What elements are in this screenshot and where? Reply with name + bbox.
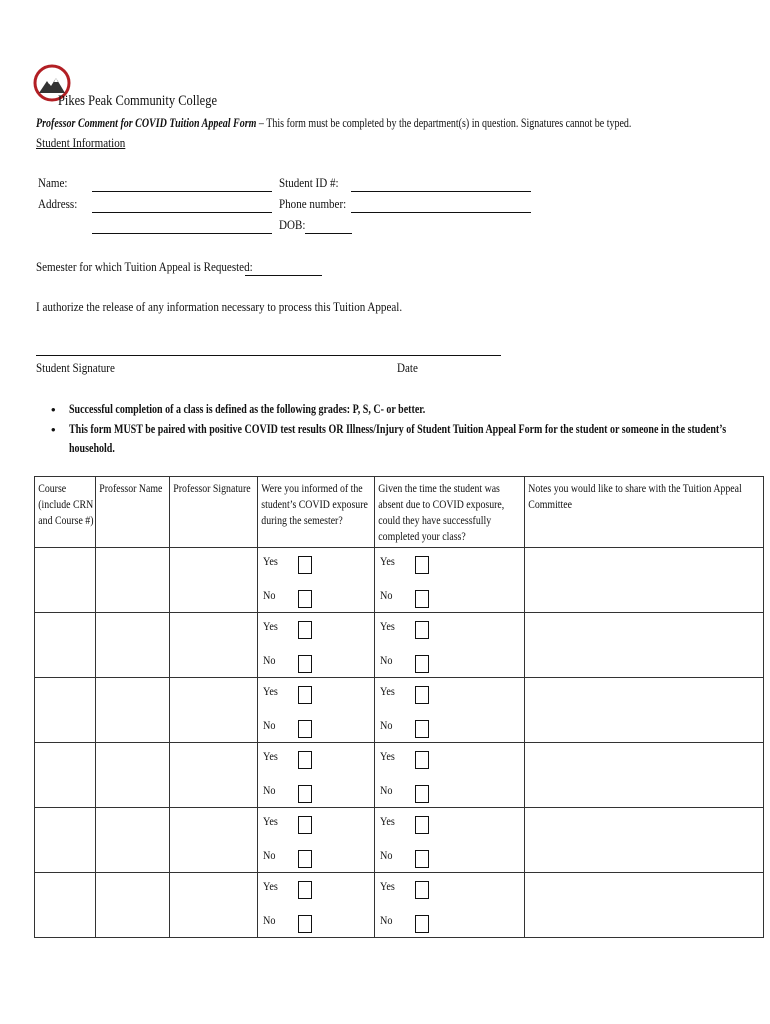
address-label: Address: xyxy=(38,196,78,211)
phone-label: Phone number: xyxy=(279,196,347,211)
no-checkbox[interactable] xyxy=(298,915,312,933)
could-complete-cell xyxy=(375,548,525,613)
table-header-row xyxy=(35,477,764,548)
no-checkbox[interactable] xyxy=(415,655,429,673)
informed-exposure-cell xyxy=(258,808,375,873)
yes-checkbox[interactable] xyxy=(415,751,429,769)
yes-label: Yes xyxy=(263,814,278,828)
no-checkbox[interactable] xyxy=(415,590,429,608)
header-could-complete: Given the time the student was absent due to COVID exposure, could they have successfully completed your class? xyxy=(375,477,525,548)
notes-cell[interactable] xyxy=(525,678,764,743)
could-complete-cell xyxy=(375,743,525,808)
notes-cell[interactable] xyxy=(525,743,764,808)
no-label: No xyxy=(263,783,276,797)
table-row xyxy=(35,678,764,743)
yes-checkbox[interactable] xyxy=(298,556,312,574)
date-label: Date xyxy=(397,360,418,375)
address-field-line1[interactable] xyxy=(92,212,272,213)
college-name: Pikes Peak Community College xyxy=(58,93,217,109)
bullet-text: This form MUST be paired with positive COVID test results OR Illness/Injury of Student Tuition Appeal Form for the student or someone in the student’s xyxy=(69,422,727,436)
course-table xyxy=(34,476,764,938)
phone-field[interactable] xyxy=(351,212,531,213)
header-professor-signature: Professor Signature xyxy=(170,477,258,548)
no-checkbox[interactable] xyxy=(298,590,312,608)
no-checkbox[interactable] xyxy=(415,915,429,933)
bullet-text: Successful completion of a class is defined as the following grades: P, S, C- or better. xyxy=(69,402,426,416)
header-professor-name: Professor Name xyxy=(96,477,170,548)
semester-field[interactable] xyxy=(245,275,322,276)
course-cell[interactable] xyxy=(35,743,96,808)
no-label: No xyxy=(380,783,393,797)
bullet-icon: • xyxy=(51,422,56,437)
professor-name-cell[interactable] xyxy=(96,548,170,613)
informed-exposure-cell xyxy=(258,873,375,938)
no-checkbox[interactable] xyxy=(415,785,429,803)
no-label: No xyxy=(380,718,393,732)
professor-name-cell[interactable] xyxy=(96,613,170,678)
no-checkbox[interactable] xyxy=(298,785,312,803)
professor-signature-cell[interactable] xyxy=(170,808,258,873)
no-checkbox[interactable] xyxy=(298,720,312,738)
yes-checkbox[interactable] xyxy=(298,621,312,639)
yes-label: Yes xyxy=(380,684,395,698)
dob-field[interactable] xyxy=(305,233,352,234)
no-label: No xyxy=(380,653,393,667)
yes-label: Yes xyxy=(263,554,278,568)
no-label: No xyxy=(263,848,276,862)
signature-label: Student Signature xyxy=(36,360,115,375)
no-label: No xyxy=(263,913,276,927)
professor-signature-cell[interactable] xyxy=(170,873,258,938)
student-id-label: Student ID #: xyxy=(279,175,339,190)
notes-cell[interactable] xyxy=(525,613,764,678)
could-complete-cell xyxy=(375,613,525,678)
notes-cell[interactable] xyxy=(525,873,764,938)
no-label: No xyxy=(380,848,393,862)
yes-label: Yes xyxy=(263,684,278,698)
professor-name-cell[interactable] xyxy=(96,873,170,938)
professor-signature-cell[interactable] xyxy=(170,613,258,678)
professor-name-cell[interactable] xyxy=(96,808,170,873)
form-title-bold: Professor Comment for COVID Tuition Appeal Form xyxy=(36,116,257,130)
yes-label: Yes xyxy=(380,879,395,893)
could-complete-cell xyxy=(375,873,525,938)
no-label: No xyxy=(263,718,276,732)
bullet-icon: • xyxy=(51,402,56,417)
yes-label: Yes xyxy=(380,619,395,633)
professor-signature-cell[interactable] xyxy=(170,743,258,808)
no-label: No xyxy=(380,913,393,927)
course-cell[interactable] xyxy=(35,873,96,938)
section-title-student-info: Student Information xyxy=(36,135,126,150)
no-checkbox[interactable] xyxy=(298,655,312,673)
informed-exposure-cell xyxy=(258,678,375,743)
yes-checkbox[interactable] xyxy=(298,686,312,704)
student-id-field[interactable] xyxy=(351,191,531,192)
professor-name-cell[interactable] xyxy=(96,678,170,743)
course-cell[interactable] xyxy=(35,613,96,678)
table-row xyxy=(35,548,764,613)
professor-signature-cell[interactable] xyxy=(170,548,258,613)
yes-label: Yes xyxy=(380,749,395,763)
form-title xyxy=(36,116,631,131)
informed-exposure-cell xyxy=(258,743,375,808)
no-checkbox[interactable] xyxy=(415,850,429,868)
could-complete-cell xyxy=(375,808,525,873)
form-title-instructions: – This form must be completed by the department(s) in question. Signatures cannot be typed. xyxy=(256,116,632,130)
no-checkbox[interactable] xyxy=(415,720,429,738)
notes-cell[interactable] xyxy=(525,808,764,873)
no-checkbox[interactable] xyxy=(298,850,312,868)
yes-label: Yes xyxy=(263,879,278,893)
dob-label: DOB: xyxy=(279,217,306,232)
notes-cell[interactable] xyxy=(525,548,764,613)
course-cell[interactable] xyxy=(35,548,96,613)
yes-checkbox[interactable] xyxy=(415,556,429,574)
header-notes: Notes you would like to share with the Tuition Appeal Committee xyxy=(525,477,764,548)
bullet-text-continued: household. xyxy=(69,441,115,455)
yes-label: Yes xyxy=(380,554,395,568)
header-course: Course (include CRN and Course #) xyxy=(35,477,96,548)
could-complete-cell xyxy=(375,678,525,743)
no-label: No xyxy=(263,653,276,667)
yes-checkbox[interactable] xyxy=(415,621,429,639)
informed-exposure-cell xyxy=(258,548,375,613)
address-field-line2[interactable] xyxy=(92,233,272,234)
yes-label: Yes xyxy=(263,749,278,763)
yes-checkbox[interactable] xyxy=(415,881,429,899)
header-informed-exposure: Were you informed of the student’s COVID exposure during the semester? xyxy=(258,477,375,548)
yes-checkbox[interactable] xyxy=(298,751,312,769)
table-row xyxy=(35,873,764,938)
authorization-text: I authorize the release of any information necessary to process this Tuition Appeal. xyxy=(36,299,403,314)
name-label: Name: xyxy=(38,175,68,190)
yes-label: Yes xyxy=(263,619,278,633)
semester-label: Semester for which Tuition Appeal is Requested: xyxy=(36,259,253,274)
yes-checkbox[interactable] xyxy=(298,816,312,834)
yes-checkbox[interactable] xyxy=(298,881,312,899)
yes-checkbox[interactable] xyxy=(415,816,429,834)
no-label: No xyxy=(263,588,276,602)
table-row xyxy=(35,613,764,678)
name-field[interactable] xyxy=(92,191,272,192)
course-cell[interactable] xyxy=(35,678,96,743)
informed-exposure-cell xyxy=(258,613,375,678)
yes-checkbox[interactable] xyxy=(415,686,429,704)
table-row xyxy=(35,808,764,873)
professor-signature-cell[interactable] xyxy=(170,678,258,743)
no-label: No xyxy=(380,588,393,602)
professor-name-cell[interactable] xyxy=(96,743,170,808)
signature-line[interactable] xyxy=(36,355,501,356)
course-cell[interactable] xyxy=(35,808,96,873)
table-row xyxy=(35,743,764,808)
yes-label: Yes xyxy=(380,814,395,828)
